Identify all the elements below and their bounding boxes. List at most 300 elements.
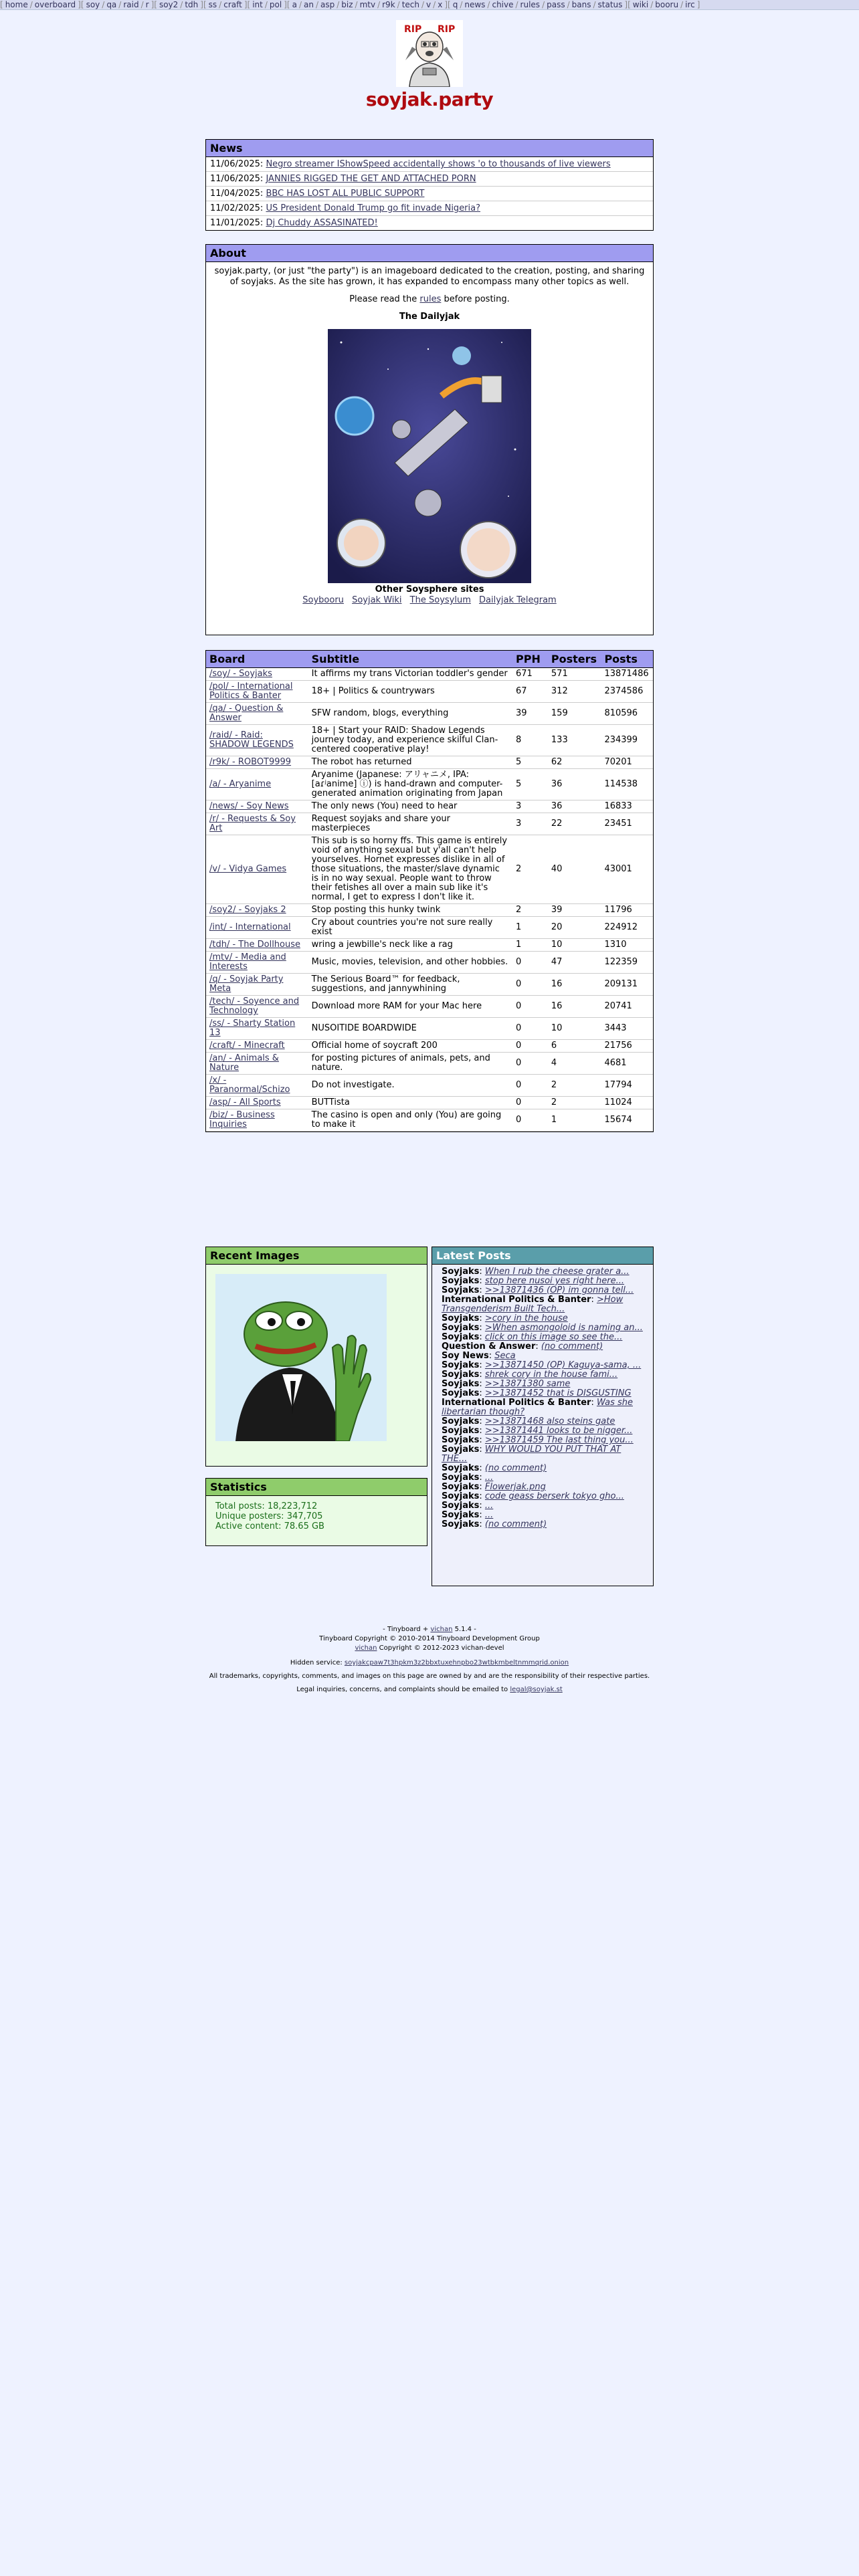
nav-link-qa[interactable]: qa: [106, 0, 117, 9]
nav-link-int[interactable]: int: [252, 0, 263, 9]
post-board-name: Soyjaks: [442, 1463, 480, 1473]
post-board-name: Soyjaks: [442, 1267, 480, 1277]
board-pph-cell: 0: [512, 974, 548, 996]
unique-posters-stat: Unique posters: 347,705: [215, 1511, 323, 1521]
board-link[interactable]: /int/ - International: [209, 922, 291, 932]
board-name-cell: [206, 996, 308, 1018]
latest-post-item: [442, 1314, 646, 1323]
page-footer: [0, 1625, 859, 1695]
active-content-stat: Active content: 78.65 GB: [215, 1521, 324, 1531]
board-posters-cell: 36: [548, 769, 601, 800]
post-colon: :: [479, 1510, 485, 1520]
nav-link-biz[interactable]: biz: [341, 0, 353, 9]
latest-post-item: [442, 1445, 646, 1464]
post-board-name: International Politics & Banter: [442, 1295, 591, 1305]
board-pph-cell: 67: [512, 681, 548, 703]
post-colon: :: [488, 1351, 495, 1361]
latest-post-item: [442, 1464, 646, 1473]
post-link[interactable]: Was she libertarian though?: [442, 1398, 633, 1417]
board-subtitle-cell: Do not investigate.: [308, 1075, 512, 1097]
board-row: [206, 1075, 653, 1097]
board-link[interactable]: /tdh/ - The Dollhouse: [209, 940, 301, 950]
board-link[interactable]: /biz/ - Business Inquiries: [209, 1110, 275, 1130]
svg-text:RIP: RIP: [404, 24, 422, 35]
nav-link-pass[interactable]: pass: [547, 0, 565, 9]
board-posters-cell: 10: [548, 939, 601, 952]
post-link[interactable]: >>13871459 The last thing you...: [484, 1435, 634, 1445]
post-link[interactable]: code geass berserk tokyo gho...: [484, 1491, 624, 1501]
board-name-cell: [206, 725, 308, 756]
post-board-name: Question & Answer: [442, 1341, 536, 1352]
post-board-name: Soyjaks: [442, 1501, 480, 1511]
board-row: [206, 939, 653, 952]
nav-group-bracket: [: [80, 0, 84, 9]
nav-separator: /: [487, 0, 490, 9]
vichan-link[interactable]: vichan: [430, 1626, 453, 1633]
post-link[interactable]: ...: [484, 1501, 494, 1511]
post-board-name: Soyjaks: [442, 1416, 480, 1426]
board-subtitle-cell: for posting pictures of animals, pets, and nature.: [308, 1053, 512, 1075]
board-link[interactable]: /tech/ - Soyence and Technology: [209, 996, 300, 1016]
nav-link-home[interactable]: home: [5, 0, 28, 9]
nav-link-r9k[interactable]: r9k: [382, 0, 395, 9]
nav-link-an[interactable]: an: [303, 0, 314, 9]
hidden-service-label: Hidden service:: [290, 1659, 345, 1667]
nav-link-x[interactable]: x: [438, 0, 443, 9]
post-colon: :: [479, 1491, 485, 1501]
pepe-suit-wave-image-icon[interactable]: [215, 1274, 427, 1444]
board-name-cell: [206, 1109, 308, 1132]
footer-version-suffix: 5.1.4 -: [452, 1626, 476, 1633]
nav-group-bracket: [: [0, 0, 3, 9]
board-row: [206, 996, 653, 1018]
post-colon: :: [479, 1501, 485, 1511]
legal-email-link[interactable]: legal@soyjak.st: [510, 1686, 563, 1693]
footer-trademarks: All trademarks, copyrights, comments, and images on this page are owned by and are the responsibility of their respective parties.: [209, 1673, 650, 1680]
board-posts-cell: 114538: [601, 769, 653, 800]
board-row: [206, 813, 653, 835]
latest-post-item: [442, 1483, 646, 1492]
post-board-name: International Politics & Banter: [442, 1398, 591, 1408]
board-posters-cell: 312: [548, 681, 601, 703]
post-board-name: Soyjaks: [442, 1435, 480, 1445]
board-name-cell: [206, 835, 308, 904]
posts-column-header: Posts: [601, 651, 653, 668]
board-name-cell: [206, 756, 308, 769]
post-link[interactable]: WHY WOULD YOU PUT THAT AT THE...: [442, 1444, 622, 1464]
nav-group-bracket: [: [154, 0, 157, 9]
nav-group-bracket: [: [286, 0, 290, 9]
board-posts-cell: 234399: [601, 725, 653, 756]
nav-link-tdh[interactable]: tdh: [185, 0, 199, 9]
nav-link-raid[interactable]: raid: [123, 0, 139, 9]
nav-link-soy[interactable]: soy: [86, 0, 100, 9]
post-colon: :: [479, 1416, 485, 1426]
news-link[interactable]: BBC HAS LOST ALL PUBLIC SUPPORT: [266, 189, 425, 199]
footer-vichan-copyright: [0, 1644, 859, 1653]
latest-post-item: [442, 1389, 646, 1398]
nav-separator: /: [421, 0, 425, 9]
nav-group-bracket: [: [247, 0, 251, 9]
post-board-name: Soyjaks: [442, 1370, 480, 1380]
post-board-name: Soyjaks: [442, 1313, 480, 1323]
board-row: [206, 769, 653, 800]
post-link[interactable]: >>13871468 also steins gate: [484, 1416, 615, 1426]
nav-link-a[interactable]: a: [292, 0, 297, 9]
nav-link-overboard[interactable]: overboard: [34, 0, 76, 9]
nav-separator: /: [460, 0, 463, 9]
about-rules-line: [213, 294, 646, 305]
board-name-cell: [206, 1075, 308, 1097]
board-subtitle-cell: Download more RAM for your Mac here: [308, 996, 512, 1018]
news-link[interactable]: US President Donald Trump go fit invade Nigeria?: [266, 203, 481, 213]
board-posts-cell: 16833: [601, 800, 653, 813]
board-posts-cell: 11796: [601, 904, 653, 917]
board-link[interactable]: /v/ - Vidya Games: [209, 864, 287, 874]
news-item: [206, 201, 653, 216]
board-posts-cell: 2374586: [601, 681, 653, 703]
board-link[interactable]: /soy/ - Soyjaks: [209, 669, 272, 679]
board-link[interactable]: /an/ - Animals & Nature: [209, 1053, 279, 1073]
board-posters-cell: 40: [548, 835, 601, 904]
board-posts-cell: 810596: [601, 703, 653, 725]
nav-link-mtv[interactable]: mtv: [359, 0, 376, 9]
post-link[interactable]: >>13871441 looks to be nigger...: [484, 1426, 633, 1436]
latest-post-item: [442, 1267, 646, 1277]
nav-link-rules[interactable]: rules: [520, 0, 541, 9]
nav-link-wiki[interactable]: wiki: [632, 0, 649, 9]
board-posters-cell: 62: [548, 756, 601, 769]
latest-post-item: [442, 1333, 646, 1342]
post-board-name: Soyjaks: [442, 1519, 480, 1529]
nav-link-irc[interactable]: irc: [685, 0, 695, 9]
board-posters-cell: 571: [548, 668, 601, 681]
nav-link-soy2[interactable]: soy2: [159, 0, 179, 9]
board-row: [206, 668, 653, 681]
latest-post-item: [442, 1361, 646, 1370]
nav-link-ss[interactable]: ss: [208, 0, 217, 9]
nav-link-pol[interactable]: pol: [269, 0, 282, 9]
post-colon: :: [591, 1398, 597, 1408]
news-date: 11/04/2025:: [210, 189, 264, 199]
board-subtitle-cell: BUTTista: [308, 1097, 512, 1109]
board-link[interactable]: /mtv/ - Media and Interests: [209, 952, 286, 972]
post-link[interactable]: >>13871380 same: [484, 1379, 571, 1389]
post-colon: :: [479, 1276, 485, 1286]
post-link[interactable]: ...: [484, 1510, 494, 1520]
board-pph-cell: 0: [512, 1040, 548, 1053]
board-name-cell: [206, 974, 308, 996]
soybooru-link[interactable]: Soybooru: [302, 595, 344, 605]
boards-header-row: [206, 651, 653, 668]
nav-link-tech[interactable]: tech: [401, 0, 419, 9]
latest-post-item: [442, 1501, 646, 1511]
post-link[interactable]: >>13871452 that is DISGUSTING: [484, 1388, 632, 1398]
onion-link[interactable]: soyjakcpaw7t3hpkm3z2bbxtuxehnpbo23wtbkmbeltnmmqrid.onion: [344, 1659, 569, 1667]
nav-separator: /: [433, 0, 436, 9]
board-pph-cell: 0: [512, 996, 548, 1018]
nav-group-bracket: ]: [78, 0, 81, 9]
board-pph-cell: 2: [512, 835, 548, 904]
post-colon: :: [479, 1332, 485, 1342]
post-link[interactable]: >cory in the house: [484, 1313, 568, 1323]
nav-separator: /: [298, 0, 302, 9]
nav-group-bracket: ]: [244, 0, 248, 9]
board-pph-cell: 3: [512, 800, 548, 813]
nav-link-bans[interactable]: bans: [571, 0, 591, 9]
board-link[interactable]: /craft/ - Minecraft: [209, 1041, 285, 1051]
board-link[interactable]: /qa/ - Question & Answer: [209, 704, 284, 723]
board-subtitle-cell: 18+ | Politics & countrywars: [308, 681, 512, 703]
board-subtitle-cell: Cry about countries you're not sure really exist: [308, 917, 512, 939]
post-board-name: Soyjaks: [442, 1426, 480, 1436]
latest-post-item: [442, 1370, 646, 1380]
nav-link-q[interactable]: q: [452, 0, 458, 9]
news-link[interactable]: Negro streamer IShowSpeed accidentally shows 'o to thousands of live viewers: [266, 159, 611, 169]
dailyjak-title: The Dailyjak: [399, 312, 460, 322]
news-date: 11/01/2025:: [210, 218, 264, 228]
post-link[interactable]: Seca: [494, 1351, 516, 1361]
post-colon: :: [479, 1267, 485, 1277]
board-link[interactable]: /r9k/ - ROBOT9999: [209, 757, 292, 767]
latest-post-item: [442, 1426, 646, 1436]
board-subtitle-cell: Stop posting this hunky twink: [308, 904, 512, 917]
posters-column-header: Posters: [548, 651, 601, 668]
latest-post-item: [442, 1520, 646, 1529]
board-subtitle-cell: Music, movies, television, and other hobbies.: [308, 952, 512, 974]
board-subtitle-cell: 18+ | Start your RAID: Shadow Legends journey today, and experience skilful Clan-centered cooperative play!: [308, 725, 512, 756]
board-pph-cell: 5: [512, 769, 548, 800]
board-row: [206, 917, 653, 939]
news-item: [206, 157, 653, 172]
latest-post-item: [442, 1323, 646, 1333]
board-posters-cell: 1: [548, 1109, 601, 1132]
board-posts-cell: 13871486: [601, 668, 653, 681]
post-link[interactable]: >How Transgenderism Built Tech...: [442, 1295, 624, 1314]
nav-link-news[interactable]: news: [464, 0, 486, 9]
nav-group-bracket: ]: [624, 0, 628, 9]
soyjak-wiki-link[interactable]: Soyjak Wiki: [352, 595, 402, 605]
news-item: [206, 187, 653, 201]
nav-group-bracket: ]: [151, 0, 155, 9]
post-link[interactable]: shrek cory in the house fami...: [484, 1370, 618, 1380]
board-link[interactable]: /ss/ - Sharty Station 13: [209, 1018, 296, 1038]
vichan-devel-link[interactable]: vichan: [355, 1644, 377, 1652]
post-link[interactable]: When I rub the cheese grater a...: [484, 1267, 630, 1277]
post-link[interactable]: (no comment): [541, 1341, 603, 1352]
board-posters-cell: 16: [548, 974, 601, 996]
board-posts-cell: 21756: [601, 1040, 653, 1053]
post-colon: :: [479, 1463, 485, 1473]
board-pph-cell: 1: [512, 939, 548, 952]
nav-separator: /: [180, 0, 183, 9]
post-colon: :: [591, 1295, 597, 1305]
post-colon: :: [479, 1360, 485, 1370]
board-subtitle-cell: wring a jewbille's neck like a rag: [308, 939, 512, 952]
post-link[interactable]: >>13871436 (OP) im gonna tell...: [484, 1285, 634, 1295]
footer-legal: [0, 1685, 859, 1695]
board-row: [206, 835, 653, 904]
board-link[interactable]: /q/ - Soyjak Party Meta: [209, 974, 284, 994]
post-board-name: Soyjaks: [442, 1444, 480, 1455]
post-board-name: Soyjaks: [442, 1388, 480, 1398]
board-posts-cell: 122359: [601, 952, 653, 974]
board-name-cell: [206, 1097, 308, 1109]
subtitle-column-header: Subtitle: [308, 651, 512, 668]
news-link[interactable]: Dj Chuddy ASSASINATED!: [266, 218, 378, 228]
nav-separator: /: [29, 0, 33, 9]
board-row: [206, 974, 653, 996]
board-posts-cell: 209131: [601, 974, 653, 996]
post-colon: :: [479, 1435, 485, 1445]
nav-link-asp[interactable]: asp: [320, 0, 335, 9]
footer-tinyboard-copyright: Tinyboard Copyright © 2010-2014 Tinyboard Development Group: [319, 1635, 540, 1642]
latest-post-item: [442, 1492, 646, 1501]
board-posters-cell: 22: [548, 813, 601, 835]
board-name-cell: [206, 1040, 308, 1053]
board-subtitle-cell: This sub is so horny ffs. This game is entirely void of anything sexual but y'all can't help yourselves. Hornet expresses dislike in all of those situations, the master/slave dynamic is in no way sexual. People want to throw their fetishes all over a main sub like it's normal, I get to express I don't like it.: [308, 835, 512, 904]
post-link[interactable]: Flowerjak.png: [484, 1482, 546, 1492]
nav-group-bracket: ]: [696, 0, 700, 9]
footer-vichan-copyright-text: Copyright © 2012-2023 vichan-devel: [377, 1644, 504, 1652]
board-subtitle-cell: Official home of soycraft 200: [308, 1040, 512, 1053]
latest-post-item: [442, 1342, 646, 1352]
post-link[interactable]: (no comment): [484, 1519, 547, 1529]
post-link[interactable]: (no comment): [484, 1463, 547, 1473]
about-heading: About: [206, 245, 653, 262]
board-pph-cell: 671: [512, 668, 548, 681]
board-row: [206, 725, 653, 756]
board-row: [206, 1053, 653, 1075]
rules-suffix: before posting.: [441, 294, 510, 304]
latest-post-item: [442, 1398, 646, 1417]
board-row: [206, 703, 653, 725]
nav-separator: /: [567, 0, 570, 9]
nav-separator: /: [140, 0, 144, 9]
nav-group-bracket: [: [203, 0, 207, 9]
board-row: [206, 1018, 653, 1040]
nav-separator: /: [593, 0, 596, 9]
board-column-header: Board: [206, 651, 308, 668]
nav-link-r[interactable]: r: [145, 0, 149, 9]
recent-image-thumb[interactable]: [206, 1265, 427, 1444]
board-posters-cell: 159: [548, 703, 601, 725]
latest-post-item: [442, 1473, 646, 1483]
latest-post-item: [442, 1511, 646, 1520]
board-link[interactable]: /asp/ - All Sports: [209, 1097, 281, 1107]
news-link[interactable]: JANNIES RIGGED THE GET AND ATTACHED PORN: [266, 174, 476, 184]
board-pph-cell: 8: [512, 725, 548, 756]
board-posters-cell: 6: [548, 1040, 601, 1053]
board-name-cell: [206, 939, 308, 952]
news-box: [205, 139, 654, 231]
board-link[interactable]: /soy2/ - Soyjaks 2: [209, 905, 286, 915]
dailyjak-telegram-link[interactable]: Dailyjak Telegram: [479, 595, 557, 605]
board-link[interactable]: /pol/ - International Politics & Banter: [209, 681, 293, 701]
about-description: soyjak.party, (or just "the party") is an imageboard dedicated to the creation, posting, and sharing of soyjaks. As the site has grown, it has expanded to encompass many other topics as well.: [214, 266, 645, 287]
nav-separator: /: [264, 0, 268, 9]
board-pph-cell: 2: [512, 904, 548, 917]
post-link[interactable]: click on this image so see the...: [484, 1332, 623, 1342]
post-link[interactable]: stop here nusoi yes right here...: [484, 1276, 625, 1286]
nav-link-v[interactable]: v: [426, 0, 432, 9]
soysylum-link[interactable]: The Soysylum: [409, 595, 471, 605]
legal-prefix: Legal inquiries, concerns, and complaints should be emailed to: [296, 1686, 510, 1693]
board-row: [206, 952, 653, 974]
svg-text:RIP: RIP: [438, 24, 456, 35]
board-link[interactable]: /a/ - Aryanime: [209, 779, 272, 789]
nav-link-chive[interactable]: chive: [492, 0, 514, 9]
board-name-cell: [206, 1018, 308, 1040]
site-title: soyjak.party: [365, 88, 494, 110]
soyjak-logo-rip-icon[interactable]: [396, 20, 463, 87]
other-sites-links: [213, 595, 646, 606]
board-posts-cell: 70201: [601, 756, 653, 769]
board-name-cell: [206, 813, 308, 835]
board-posts-cell: 17794: [601, 1075, 653, 1097]
top-nav-bar: [0, 0, 859, 10]
board-posts-cell: 224912: [601, 917, 653, 939]
board-row: [206, 1040, 653, 1053]
nav-group-bracket: ]: [200, 0, 203, 9]
news-item: [206, 172, 653, 187]
post-link[interactable]: ...: [484, 1473, 494, 1483]
board-name-cell: [206, 952, 308, 974]
nav-separator: /: [397, 0, 400, 9]
latest-posts-list: [432, 1265, 653, 1532]
other-sites-title: Other Soysphere sites: [375, 584, 484, 595]
rules-link[interactable]: rules: [419, 294, 442, 304]
board-posters-cell: 10: [548, 1018, 601, 1040]
nav-link-booru[interactable]: booru: [655, 0, 679, 9]
recent-images-box: [205, 1247, 427, 1467]
board-posters-cell: 2: [548, 1097, 601, 1109]
post-colon: :: [479, 1444, 485, 1455]
nav-separator: /: [315, 0, 318, 9]
post-colon: :: [479, 1473, 485, 1483]
latest-post-item: [442, 1380, 646, 1389]
board-name-cell: [206, 904, 308, 917]
board-posters-cell: 47: [548, 952, 601, 974]
board-link[interactable]: /news/ - Soy News: [209, 801, 289, 811]
board-link[interactable]: /raid/ - Raid: SHADOW LEGENDS: [209, 730, 294, 750]
board-name-cell: [206, 681, 308, 703]
board-link[interactable]: /x/ - Paranormal/Schizo: [209, 1075, 290, 1095]
recent-images-heading: Recent Images: [206, 1247, 427, 1265]
board-pph-cell: 0: [512, 952, 548, 974]
post-board-name: Soyjaks: [442, 1379, 480, 1389]
board-pph-cell: 0: [512, 1053, 548, 1075]
nav-link-status[interactable]: status: [597, 0, 623, 9]
board-name-cell: [206, 1053, 308, 1075]
latest-posts-box: [432, 1247, 654, 1586]
board-link[interactable]: /r/ - Requests & Soy Art: [209, 814, 296, 833]
nav-link-craft[interactable]: craft: [223, 0, 242, 9]
board-posts-cell: 43001: [601, 835, 653, 904]
post-board-name: Soyjaks: [442, 1276, 480, 1286]
board-pph-cell: 3: [512, 813, 548, 835]
nav-separator: /: [219, 0, 222, 9]
dailyjak-space-image[interactable]: [328, 329, 531, 583]
board-row: [206, 1109, 653, 1132]
board-posters-cell: 36: [548, 800, 601, 813]
post-link[interactable]: >>13871450 (OP) Kaguya-sama, ...: [484, 1360, 642, 1370]
post-colon: :: [479, 1313, 485, 1323]
nav-separator: /: [102, 0, 105, 9]
news-date: 11/06/2025:: [210, 159, 264, 169]
board-posts-cell: 1310: [601, 939, 653, 952]
post-link[interactable]: >When asmongoloid is naming an...: [484, 1323, 643, 1333]
